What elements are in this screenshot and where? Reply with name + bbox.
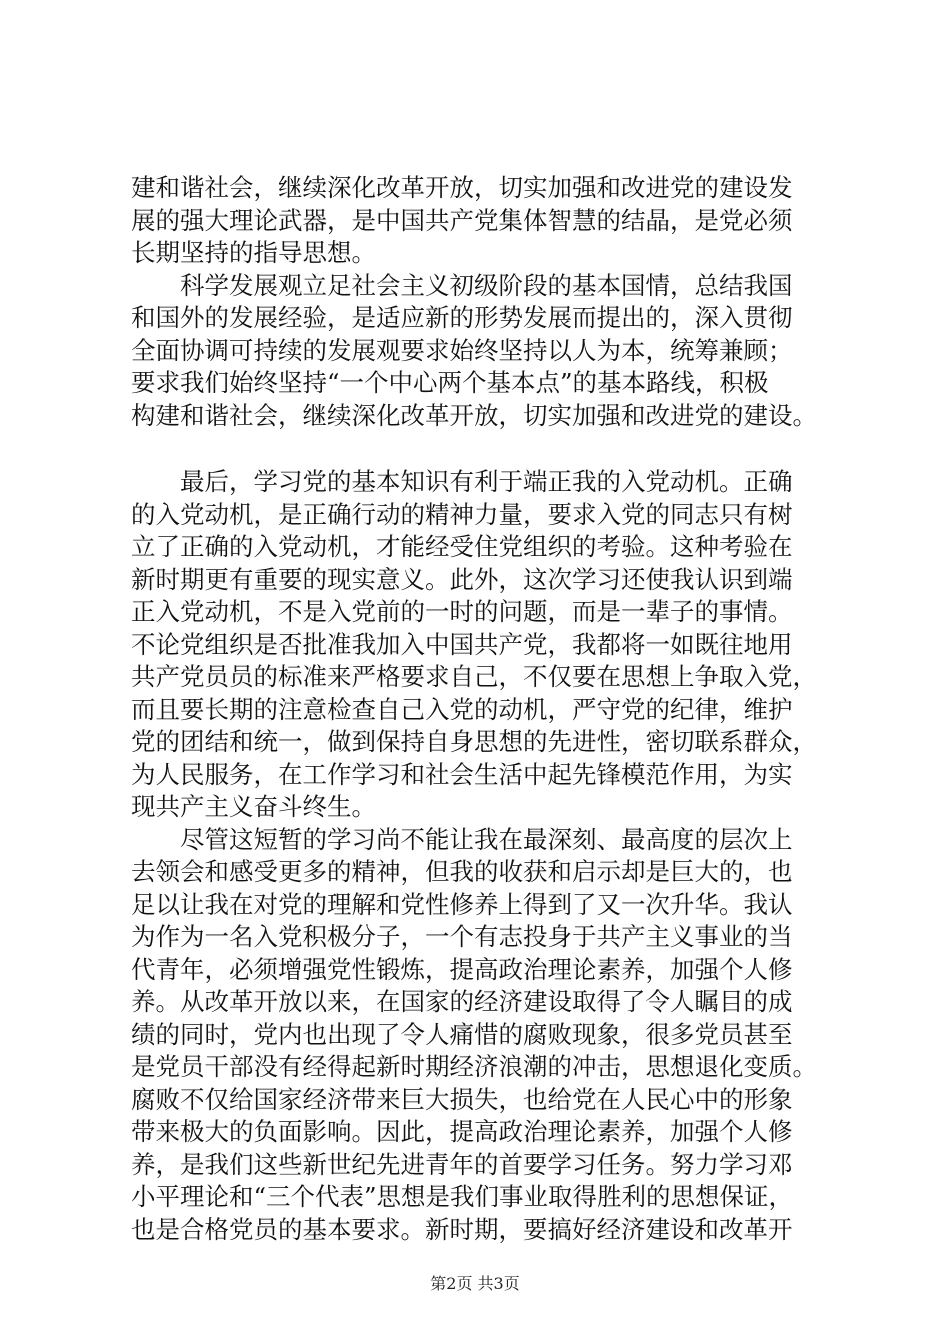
text-line: 为作为一名入党积极分子，一个有志投身于共产主义事业的当	[131, 922, 793, 951]
text-line: 而且要长期的注意检查自己入党的动机，严守党的纪律，维护	[131, 694, 793, 724]
paragraph-2	[131, 270, 831, 433]
document-body	[131, 172, 831, 1246]
text-line: 和国外的发展经验，是适应新的形势发展而提出的，深入贯彻	[131, 303, 793, 332]
page-footer	[0, 1271, 950, 1294]
text-line: 去领会和感受更多的精神，但我的收获和启示却是巨大的，也	[131, 857, 793, 886]
text-line: 养，是我们这些新世纪先进青年的首要学习任务。努力学习邓	[131, 1149, 793, 1179]
text-line: 现共产主义奋斗终生。	[131, 792, 376, 821]
text-line: 构建和谐社会，继续深化改革开放，切实加强和改进党的建设。	[131, 400, 817, 430]
text-line: 绩的同时，党内也出现了令人痛惜的腐败现象，很多党员甚至	[131, 1019, 793, 1049]
text-line: 养。从改革开放以来，在国家的经济建设取得了令人瞩目的成	[131, 987, 793, 1016]
text-line: 代青年，必须增强党性锻炼，提高政治理论素养，加强个人修	[131, 954, 793, 984]
text-line: 最后，学习党的基本知识有利于端正我的入党动机。正确	[131, 467, 793, 496]
text-line: 是党员干部没有经得起新时期经济浪潮的冲击，思想退化变质。	[131, 1052, 817, 1081]
text-line: 不论党组织是否批准我加入中国共产党，我都将一如既往地用	[131, 629, 793, 659]
paragraph-1	[131, 172, 831, 270]
text-line: 正入党动机，不是入党前的一时的问题，而是一辈子的事情。	[131, 597, 793, 626]
paragraph-spacer	[131, 432, 831, 466]
page-number-label: 第2页 共3页	[430, 1274, 520, 1293]
text-line: 新时期更有重要的现实意义。此外，这次学习还使我认识到端	[131, 564, 793, 594]
text-line: 立了正确的入党动机，才能经受住党组织的考验。这种考验在	[131, 532, 793, 561]
text-line: 展的强大理论武器，是中国共产党集体智慧的结晶，是党必须	[131, 205, 793, 235]
text-line: 为人民服务，在工作学习和社会生活中起先锋模范作用，为实	[131, 759, 793, 789]
text-line: 小平理论和“三个代表”思想是我们事业取得胜利的思想保证，	[131, 1182, 794, 1211]
text-line: 尽管这短暂的学习尚不能让我在最深刻、最高度的层次上	[131, 824, 793, 854]
text-line: 腐败不仅给国家经济带来巨大损失，也给党在人民心中的形象	[131, 1084, 793, 1114]
text-line: 的入党动机，是正确行动的精神力量，要求入党的同志只有树	[131, 499, 793, 529]
text-line: 带来极大的负面影响。因此，提高政治理论素养，加强个人修	[131, 1117, 793, 1146]
text-line: 全面协调可持续的发展观要求始终坚持以人为本，统筹兼顾；	[131, 335, 793, 365]
text-line: 科学发展观立足社会主义初级阶段的基本国情，总结我国	[131, 270, 793, 300]
text-line: 要求我们始终坚持“一个中心两个基本点”的基本路线，积极	[131, 368, 769, 397]
text-line: 也是合格党员的基本要求。新时期，要搞好经济建设和改革开	[131, 1214, 793, 1244]
text-line: 长期坚持的指导思想。	[131, 238, 376, 267]
text-line: 足以让我在对党的理解和党性修养上得到了又一次升华。我认	[131, 889, 793, 919]
paragraph-4	[131, 824, 831, 1247]
paragraph-3	[131, 466, 831, 824]
text-line: 建和谐社会，继续深化改革开放，切实加强和改进党的建设发	[131, 173, 793, 202]
text-line: 共产党员员的标准来严格要求自己，不仅要在思想上争取入党，	[131, 662, 817, 691]
text-line: 党的团结和统一，做到保持自身思想的先进性，密切联系群众，	[131, 727, 817, 756]
